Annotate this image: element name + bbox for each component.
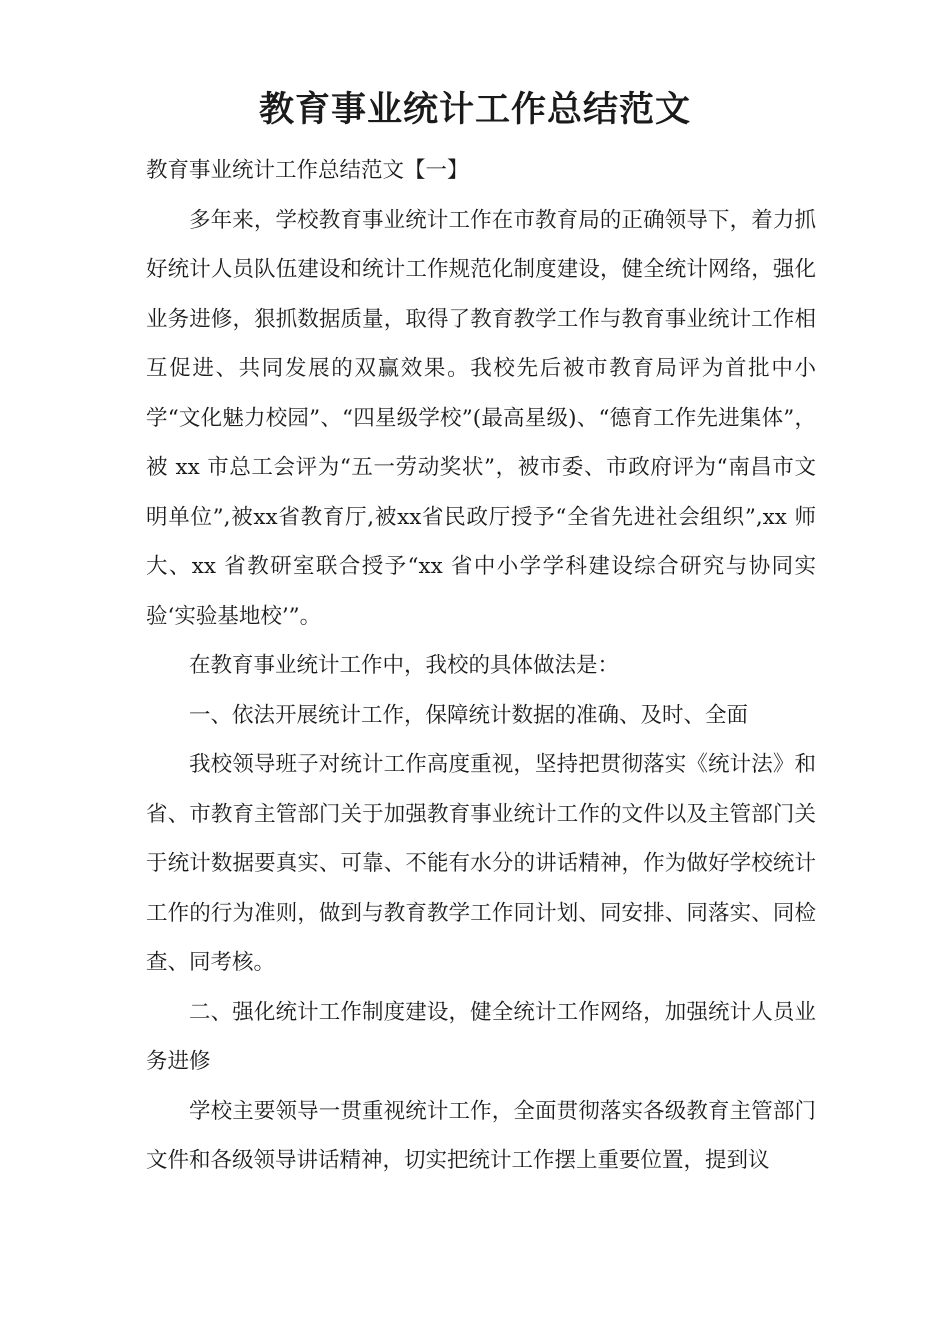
heading-point-one: 一、依法开展统计工作，保障统计数据的准确、及时、全面 [189,702,749,728]
heading-point-two: 二、强化统计工作制度建设，健全统计工作网络，加强统计人员业务进修 [146,999,816,1074]
section-heading: 教育事业统计工作总结范文【一】 [146,158,469,183]
paragraph-intro: 多年来，学校教育事业统计工作在市教育局的正确领导下，着力抓好统计人员队伍建设和统计工作规范化制度建设，健全统计网络，强化业务进修，狠抓数据质量，取得了教育教学工作与教育事业统计工作相互促进、共同发展的双赢效果。我校先后被市教育局评为首批中小学“文化魅力校园”、“四星级学校”(最高星级)、“德育工作先进集体”，被 xx 市总工会评为“五一劳动奖状”，被市委、市政府评为“南昌市文明单位”,被xx省教育厅,被xx省民政厅授予“全省先进社会组织”,xx 师大、xx 省教研室联合授予“xx 省中小学学科建设综合研究与协同实验‘实验基地校’”。 [146,207,816,629]
document-body [146,146,816,1186]
paragraph-point-two: 学校主要领导一贯重视统计工作，全面贯彻落实各级教育主管部门文件和各级领导讲话精神，切实把统计工作摆上重要位置，提到议 [146,1098,816,1173]
document-title: 教育事业统计工作总结范文 [258,89,691,130]
paragraph-practice-lead: 在教育事业统计工作中，我校的具体做法是： [189,653,620,678]
paragraph-point-one: 我校领导班子对统计工作高度重视，坚持把贯彻落实《统计法》和省、市教育主管部门关于加强教育事业统计工作的文件以及主管部门关于统计数据要真实、可靠、不能有水分的讲话精神，作为做好学校统计工作的行为准则，做到与教育教学工作同计划、同安排、同落实、同检查、同考核。 [146,752,816,975]
